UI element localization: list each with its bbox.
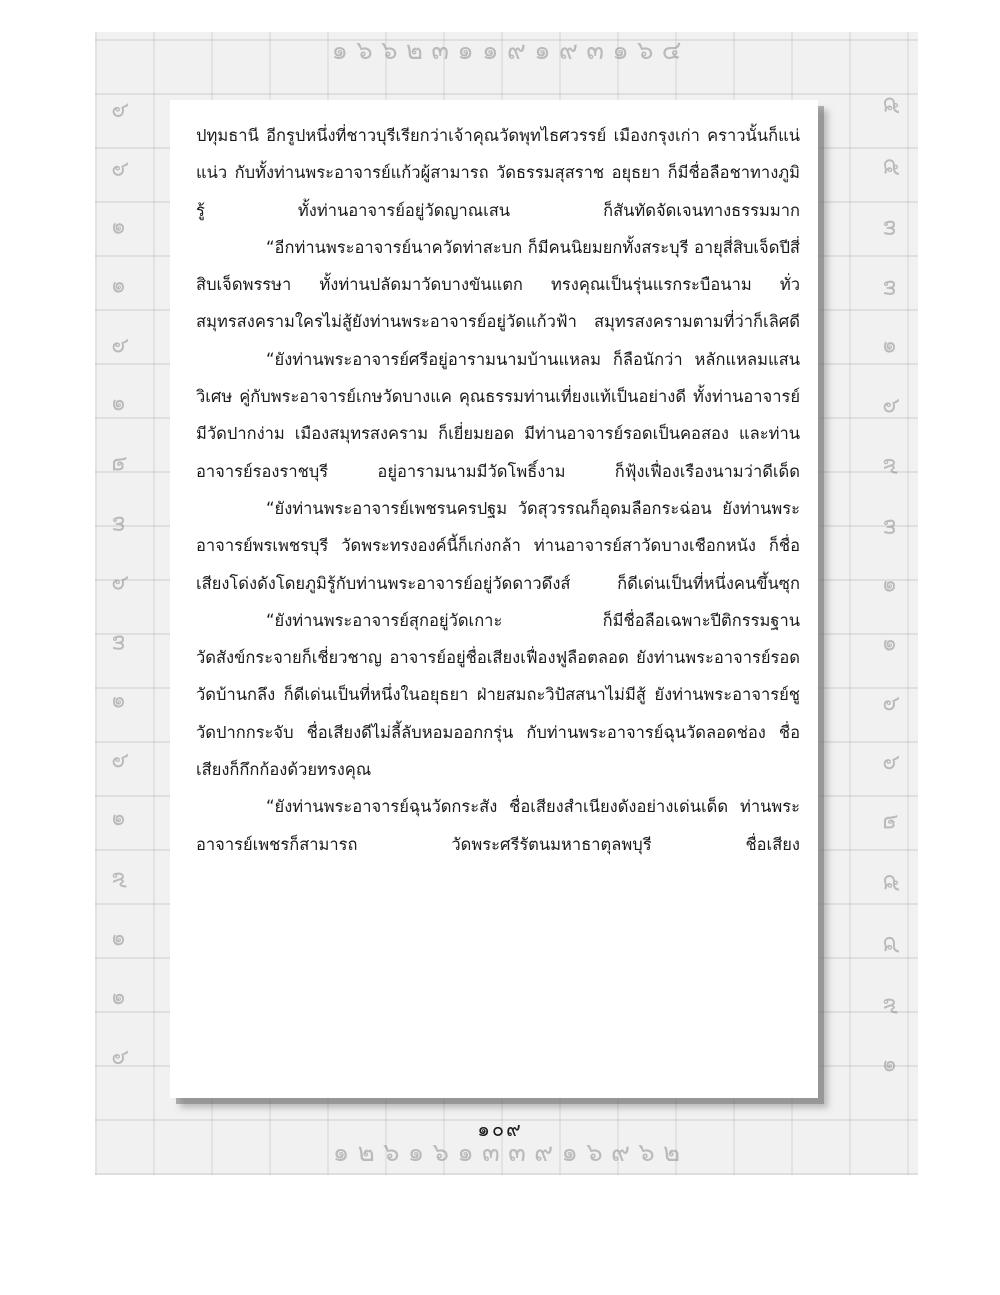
decorative-pattern-right: [880, 92, 904, 1095]
paragraph-6: “ยังท่านพระอาจารย์ฉุนวัดกระสัง ชื่อเสียงสำเนียงดังอย่างเด่นเด็ด ท่านพระอาจารย์เพชรก็สามารถ วัดพระศรีรัตนมหาธาตุลพบุรี ชื่อเสียง: [196, 797, 800, 854]
paragraph-2: “อีกท่านพระอาจารย์นาควัดท่าสะบก ก็มีคนนิยมยกทั้งสระบุรี อายุสี่สิบเจ็ดปีสี่สิบเจ็ดพรรษา ทั้งท่านปลัดมาวัดบางขันแตก ทรงคุณเป็นรุ่นแรกระบือนาม ทั่วสมุทรสงครามใครไม่สู้ยังท่านพระอาจารย์อยู่วัดแก้วฟ้า สมุทรสงครามตามที่ว่าก็เลิศดี: [196, 237, 800, 332]
decorative-pattern-bottom: ๑ ๒ ๖ ๑ ๖ ๑ ๓ ๓ ๙ ๑ ๖ ๙ ๖ ๒: [332, 1138, 681, 1168]
paragraph-5: “ยังท่านพระอาจารย์สุกอยู่วัดเกาะ ก็มีชื่อลือเฉพาะปีติกรรมฐาน วัดสังข์กระจายก็เชี่ยวชาญ อาจารย์อยู่ชื่อเสียงเฟื่องฟูลือตลอด ยังท่านพระอาจารย์รอดวัดบ้านกลึง ก็ดีเด่นเป็นที่หนึ่งในอยุธยา ฝ่ายสมถะวิปัสสนาไม่มีสู้ ยังท่านพระอาจารย์ชูวัดปากกระจับ ชื่อเสียงดีไม่ลี้ลับหอมออกกรุ่น กับท่านพระอาจารย์ฉุนวัดลอดช่อง ชื่อเสียงก็กึกก้องด้วยทรงคุณ: [196, 610, 800, 780]
paragraph-3: “ยังท่านพระอาจารย์ศรีอยู่อารามนามบ้านแหลม ก็ลือนักว่า หลักแหลมแสนวิเศษ คู่กับพระอาจารย์เกษวัดบางแค คุณธรรมท่านเที่ยงแท้เป็นอย่างดี ทั้งท่านอาจารย์มีวัดปากง่าม เมืองสมุทรสงคราม ก็เยี่ยมยอด มีท่านอาจารย์รอดเป็นคอสอง และท่านอาจารย์รองราชบุรี อยู่อารามนามมีวัดโพธิ์งาม ก็ฟุ้งเฟื่องเรืองนามว่าดีเด็ด: [196, 349, 800, 481]
paragraph-4: “ยังท่านพระอาจารย์เพชรนครปฐม วัดสุวรรณก็อุดมลือกระฉ่อน ยังท่านพระอาจารย์พรเพชรบุรี วัดพระทรงองค์นี้ก็เก่งกล้า ท่านอาจารย์สาวัดบางเชือกหนัง ก็ชื่อเสียงโด่งดังโดยภูมิรู้กับท่านพระอาจารย์อยู่วัดดาวดึงส์ ก็ดีเด่นเป็นที่หนึ่งคนขึ้นซุก: [196, 498, 800, 593]
page-number: ๑๐๙: [477, 1117, 523, 1141]
page-body-text: [196, 117, 800, 863]
pattern-glyph-column-left: ๖ ๖ ๑ ๑ ๖ ๑ ๒ ๓ ๖ ๓ ๑ ๖ ๑ ๙ ๑ ๑ ๖: [107, 103, 135, 1084]
decorative-pattern-top: ๑ ๖ ๖ ๒ ๓ ๑ ๑ ๙ ๑ ๙ ๓ ๑ ๖ ๔: [331, 36, 682, 66]
decorative-pattern-left: [109, 92, 133, 1095]
pattern-glyph-column-right: ๕ ๕ ๓ ๓ ๑ ๖ ๙ ๓ ๑ ๑ ๖ ๖ ๒ ๕ ๔ ๙ ๑: [878, 95, 906, 1092]
paragraph-1: ปทุมธานี อีกรูปหนึ่งที่ชาวบุรีเรียกว่าเจ้าคุณวัดพุทไธศวรรย์ เมืองกรุงเก่า คราวนั้นก็แน่แน่ว กับทั้งท่านพระอาจารย์แก้วผู้สามารถ วัดธรรมสุสราช อยุธยา ก็มีชื่อลือชาทางภูมิรู้ ทั้งท่านอาจารย์อยู่วัดญาณเสน ก็สันทัดจัดเจนทางธรรมมาก: [196, 126, 800, 220]
